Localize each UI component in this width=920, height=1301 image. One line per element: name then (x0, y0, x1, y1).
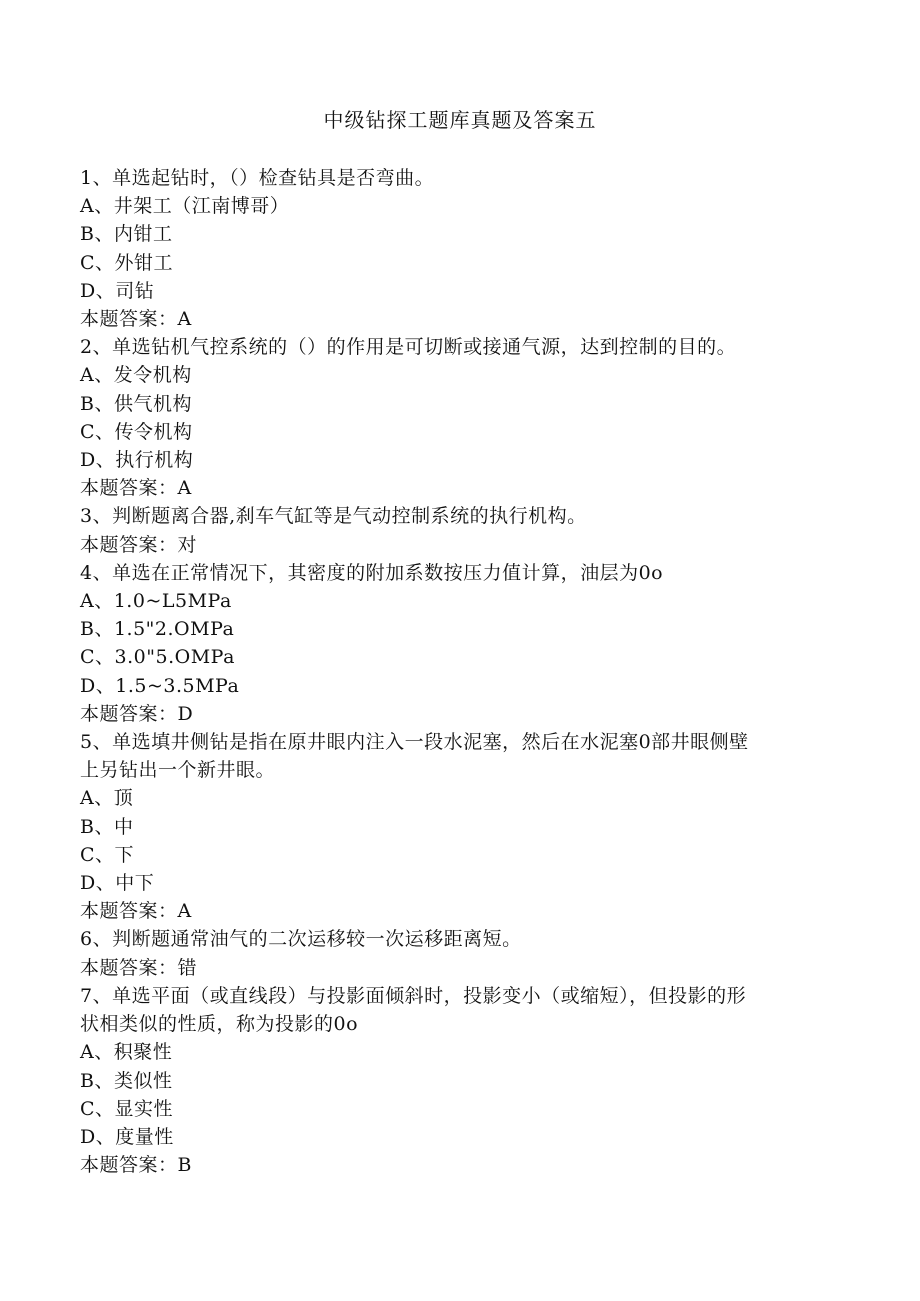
answer-line: 本题答案：A (80, 900, 192, 923)
answer-line: 本题答案：D (80, 702, 194, 725)
option-c: C、3.0"5.OMPa (80, 646, 235, 669)
question-7 (80, 982, 840, 1179)
option-c: C、下 (80, 843, 135, 866)
question-3 (80, 502, 840, 558)
answer-line: 本题答案：错 (80, 956, 198, 979)
option-b: B、类似性 (80, 1069, 173, 1092)
option-b: B、1.5"2.OMPa (80, 618, 235, 641)
option-a: A、发令机构 (80, 364, 192, 387)
option-c: C、传令机构 (80, 420, 193, 443)
question-5 (80, 728, 840, 925)
option-a: A、1.0~L5MPa (80, 590, 232, 613)
option-b: B、供气机构 (80, 392, 192, 415)
answer-line: 本题答案：A (80, 477, 192, 500)
option-d: D、司钻 (80, 279, 155, 302)
option-a: A、井架工（江南博哥） (80, 195, 290, 218)
option-c: C、外钳工 (80, 251, 174, 274)
option-d: D、执行机构 (80, 449, 194, 472)
question-text: 5、单选填井侧钻是指在原井眼内注入一段水泥塞，然后在水泥塞0部井眼侧壁 (80, 731, 749, 754)
option-b: B、中 (80, 815, 134, 838)
option-a: A、顶 (80, 787, 134, 810)
option-c: C、显实性 (80, 1097, 174, 1120)
question-text: 7、单选平面（或直线段）与投影面倾斜时，投影变小（或缩短），但投影的形 (80, 984, 747, 1007)
question-1 (80, 164, 840, 333)
question-text: 3、判断题离合器,刹车气缸等是气动控制系统的执行机构。 (80, 505, 587, 528)
question-text: 1、单选起钻时，（）检查钻具是否弯曲。 (80, 167, 435, 189)
question-text-continued: 上另钻出一个新井眼。 (80, 759, 276, 782)
document-title: 中级钻探工题库真题及答案五 (323, 108, 597, 132)
question-text: 6、判断题通常油气的二次运移较一次运移距离短。 (80, 928, 522, 951)
question-text: 2、单选钻机气控系统的（）的作用是可切断或接通气源，达到控制的目的。 (80, 336, 737, 359)
option-a: A、积聚性 (80, 1041, 173, 1064)
option-b: B、内钳工 (80, 223, 173, 246)
answer-line: 本题答案：对 (80, 533, 198, 556)
option-d: D、中下 (80, 872, 155, 895)
answer-line: 本题答案：A (80, 308, 192, 331)
question-2 (80, 333, 840, 502)
answer-line: 本题答案：B (80, 1154, 192, 1177)
option-d: D、1.5~3.5MPa (80, 674, 240, 697)
question-list (80, 164, 840, 1179)
option-d: D、度量性 (80, 1125, 174, 1148)
question-6 (80, 925, 840, 981)
question-text-continued: 状相类似的性质，称为投影的0o (80, 1013, 359, 1036)
question-text: 4、单选在正常情况下，其密度的附加系数按压力值计算，油层为0o (80, 561, 664, 584)
question-4 (80, 559, 840, 728)
